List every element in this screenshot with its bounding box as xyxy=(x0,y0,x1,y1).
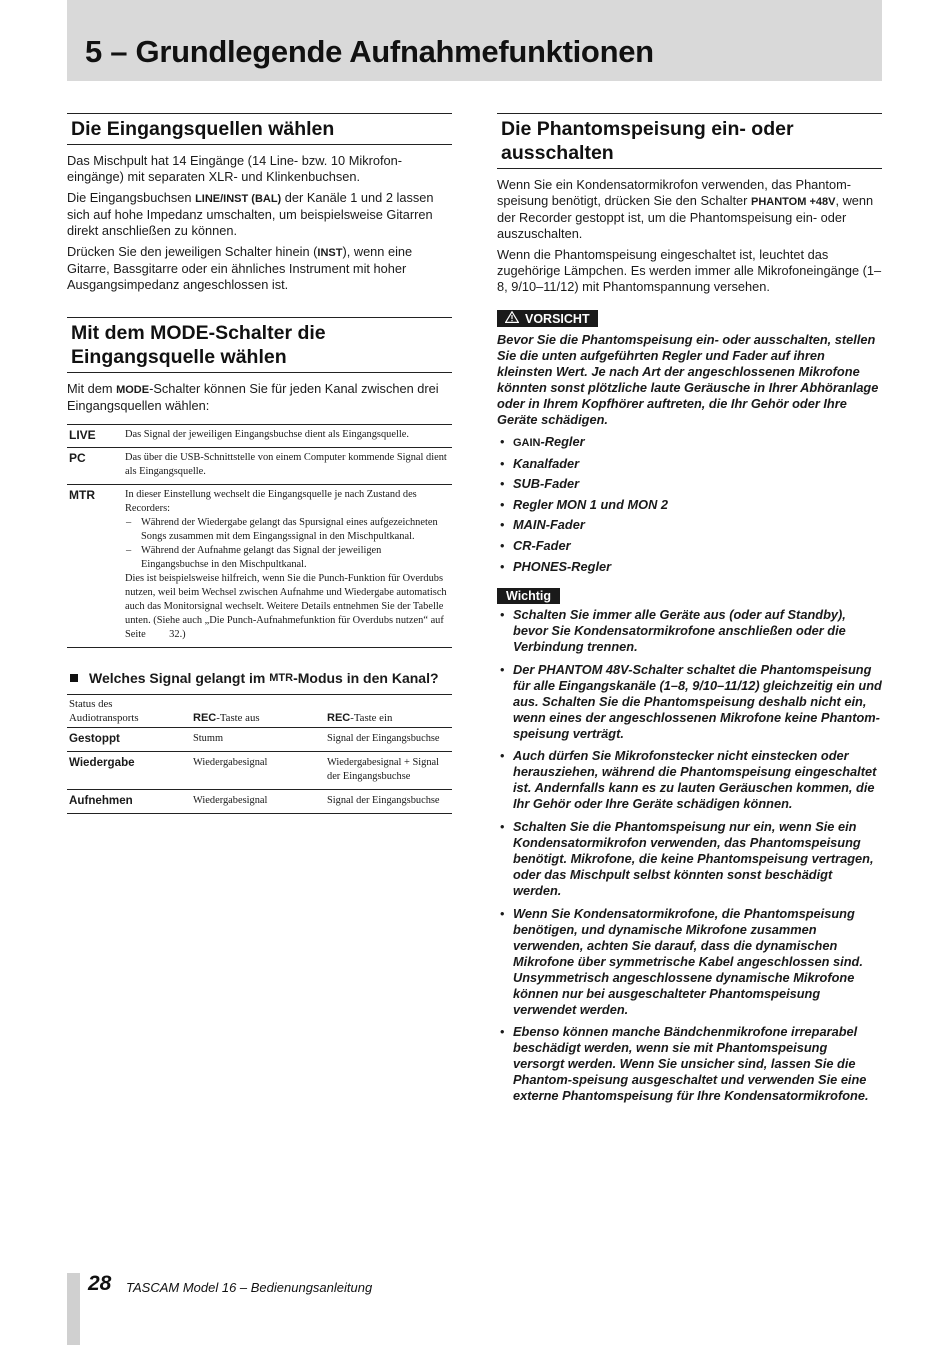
page-number: 28 xyxy=(88,1272,112,1295)
table-row xyxy=(67,448,452,485)
heading-text: Welches Signal gelangt im xyxy=(89,670,266,686)
control-name: GAIN xyxy=(513,437,541,449)
header-text: -Taste ein xyxy=(350,712,393,724)
paragraph-text: Drücken Sie den jeweiligen Schalter hinein ( xyxy=(67,244,318,259)
row-label: Wiedergabe xyxy=(67,752,191,790)
paragraph xyxy=(497,177,882,242)
caution-text: Bevor Sie die Phantomspeisung ein- oder ausschalten, stellen Sie die unten aufgeführten Regler und Fader auf ihren kleinsten Wert. Je nach Art der angeschlossenen Mikrofone könnten sonst plötzliche laute Geräusche in Ihrer Abhöranlage oder in Ihrem Kopfhörer auftreten, die Ihr Gehör oder Ihre Geräte schädigen. xyxy=(497,332,879,427)
list-item: • MAIN-Fader xyxy=(497,517,882,533)
list-item: • Schalten Sie immer alle Geräte aus (oder auf Standby), bevor Sie Kondensatormikrofone anschließen oder die Verbindung trennen. xyxy=(497,607,882,655)
chapter-title: 5 – Grundlegende Aufnahmefunktionen xyxy=(85,34,654,69)
control-name: INST xyxy=(317,247,343,259)
square-bullet-icon xyxy=(70,674,78,682)
paragraph xyxy=(67,153,452,185)
column-header xyxy=(191,695,325,728)
paragraph-text: Wenn Sie ein Kondensatormikrofon verwenden, das Phantom-speisung benötigt, drücken Sie den Schalter xyxy=(497,177,852,208)
mode-text: In dieser Einstellung wechselt die Eingangsquelle je nach Zustand des Recorders: xyxy=(125,489,417,514)
header-text: Audiotransports xyxy=(69,712,139,724)
mode-text xyxy=(125,572,450,642)
table-cell: Wiedergabesignal + Signal der Eingangsbuchse xyxy=(325,752,452,790)
section-heading-input-sources: Die Eingangsquellen wählen xyxy=(67,113,452,145)
control-name: REC xyxy=(193,712,217,724)
caution-badge xyxy=(497,310,598,327)
column-header xyxy=(67,695,191,728)
mode-description xyxy=(123,485,452,648)
header-text: Status des xyxy=(69,698,113,710)
section-heading-mode-switch: Mit dem MODE-Schalter die Eingangsquelle wählen xyxy=(67,317,452,373)
mode-dash-item: – Während der Aufnahme gelangt das Signal der jeweiligen Eingangsbuchse in den Mischpultkanal. xyxy=(125,544,450,572)
row-label: Aufnehmen xyxy=(67,790,191,814)
subsection-heading-mtr xyxy=(67,670,452,686)
warning-triangle-icon xyxy=(505,311,519,326)
list-item: • Ebenso können manche Bändchenmikrofone irreparabel beschädigt werden, wenn sie mit Phantomspeisung versorgt werden. Wenn Sie unsicher sind, lassen Sie die Phantom-speisung ausgeschaltet und verwenden Sie eine externe Phantomspeisung für Ihre Kondensatormikrofone. xyxy=(497,1024,882,1104)
chapter-header xyxy=(67,0,882,81)
list-item: • CR-Fader xyxy=(497,538,882,554)
table-cell: Wiedergabesignal xyxy=(191,752,325,790)
list-item: • SUB-Fader xyxy=(497,476,882,492)
table-row xyxy=(67,790,452,814)
row-label: Gestoppt xyxy=(67,728,191,752)
table-row xyxy=(67,425,452,448)
paragraph-text: der Kanäle 1 und 2 lassen sich auf hohe Impedanz umschalten, um beispielsweise Gitarren direkt anschließen zu können. xyxy=(67,190,434,238)
paragraph xyxy=(67,190,452,239)
paragraph-text: -Schalter können Sie für jeden Kanal zwischen drei Eingangsquellen wählen: xyxy=(67,381,439,413)
column-header xyxy=(325,695,452,728)
control-name: MODE xyxy=(116,384,150,396)
heading-text: -Modus in den Kanal? xyxy=(293,670,439,686)
list-item: • Regler MON 1 und MON 2 xyxy=(497,497,882,513)
paragraph: Wenn die Phantomspeisung eingeschaltet ist, leuchtet das zugehörige Lämpchen. Es werden immer alle Mikrofoneingänge (1–8, 9/10–11/12) mit Phantomspannung versehen. xyxy=(497,247,882,294)
left-column xyxy=(67,113,452,814)
control-name: LINE/INST (BAL) xyxy=(195,193,282,205)
mode-table xyxy=(67,424,452,648)
mode-key: MTR xyxy=(67,485,123,648)
list-item-text: -Regler xyxy=(540,434,585,449)
list-item: • Auch dürfen Sie Mikrofonstecker nicht einstecken oder herausziehen, während die Phantomspeisung eingeschaltet ist. Andernfalls kann es zu lauten Geräuschen kommen, die Ihr Gehör oder Ihre Geräte schädigen können. xyxy=(497,748,882,812)
paragraph-text: Das Mischpult hat 14 Eingänge (14 Line- bzw. 10 Mikrofon-eingänge) mit separaten XLR- und Klinkenbuchsen. xyxy=(67,153,403,184)
list-item: • Wenn Sie Kondensatormikrofone, die Phantomspeisung benötigen, und dynamische Mikrofone zusammen verwenden, achten Sie darauf, dass die dynamischen Mikrofone über symmetrische Kabel angeschlossen sind. Unsymmetrisch angeschlossene dynamische Mikrofone können nur bei ausgeschalteter Phantomspeisung verwendet werden. xyxy=(497,906,882,1018)
caution-label: VORSICHT xyxy=(525,311,590,326)
mode-tail: Dies ist beispielsweise hilfreich, wenn Sie die Punch-Funktion für Overdubs nutzen, weil beim Wechsel zwischen Aufnahme und Wiedergabe automatisch auch das Monitorsignal wechselt. Weitere Details entnehmen Sie der Tabelle unten. (Siehe auch „Die Punch-Aufnahmefunktion für Overdubs nutzen“ auf Seite xyxy=(125,573,447,640)
header-text: -Taste aus xyxy=(216,712,260,724)
mode-description: Das über die USB-Schnittstelle von einem Computer kommende Signal dient als Eingangsquelle. xyxy=(123,448,452,485)
section-heading-phantom-power: Die Phantomspeisung ein- oder ausschalten xyxy=(497,113,882,169)
table-cell: Signal der Eingangsbuchse xyxy=(325,728,452,752)
paragraph-text: Die Eingangsbuchsen xyxy=(67,190,196,205)
mode-key: LIVE xyxy=(67,425,123,448)
control-name: REC xyxy=(327,712,351,724)
controls-list xyxy=(497,434,882,575)
list-item: • PHONES-Regler xyxy=(497,559,882,575)
list-item: • Der PHANTOM 48V-Schalter schaltet die Phantomspeisung für alle Eingangskanäle (1–8, 9/10–11/12) gleichzeitig ein und aus. Schalten Sie die Phantomspeisung deshalb nicht ein, wenn eines der angeschlossenen Mikrofone keine Phantom-speisung verträgt. xyxy=(497,662,882,742)
list-item: • Kanalfader xyxy=(497,456,882,472)
control-name: PHANTOM +48V xyxy=(750,196,836,208)
table-row xyxy=(67,728,452,752)
table-cell: Wiedergabesignal xyxy=(191,790,325,814)
control-name: MTR xyxy=(269,672,294,684)
mode-description: Das Signal der jeweiligen Eingangsbuchse dient als Eingangsquelle. xyxy=(123,425,452,448)
footer-bar xyxy=(67,1273,80,1345)
table-row xyxy=(67,485,452,648)
paragraph-text: ), wenn eine Gitarre, Bassgitarre oder ein ähnliches Instrument mit hoher Ausgangsimpedanz angeschlossen ist. xyxy=(67,244,413,292)
mode-key: PC xyxy=(67,448,123,485)
table-row xyxy=(67,752,452,790)
footer-text: TASCAM Model 16 – Bedienungsanleitung xyxy=(126,1280,373,1295)
paragraph-text: Mit dem xyxy=(67,381,117,396)
table-cell: Stumm xyxy=(191,728,325,752)
mtr-signal-table xyxy=(67,694,452,814)
paragraph-text: , wenn der Recorder gestoppt ist, um die Phantomspeisung ein- oder auszuschalten. xyxy=(497,193,874,241)
list-item xyxy=(497,434,882,451)
list-item: • Schalten Sie die Phantomspeisung nur ein, wenn Sie ein Kondensatormikrofon verwenden, das Phantomspeisung benötigt. Mikrofone, die keine Phantomspeisung vertragen, oder das Mischpult selbst könnten sonst beschädigt werden. xyxy=(497,819,882,899)
paragraph xyxy=(67,244,452,293)
important-list xyxy=(497,607,882,1104)
paragraph xyxy=(67,381,452,414)
table-header-row xyxy=(67,695,452,728)
right-column xyxy=(497,113,882,1111)
page-reference: 32.) xyxy=(169,629,186,640)
mode-dash-item: – Während der Wiedergabe gelangt das Spursignal eines aufgezeichneten Songs zusammen mit dem Eingangssignal in den Mischpultkanal. xyxy=(125,516,450,544)
important-badge: Wichtig xyxy=(497,588,560,604)
table-cell: Signal der Eingangsbuchse xyxy=(325,790,452,814)
